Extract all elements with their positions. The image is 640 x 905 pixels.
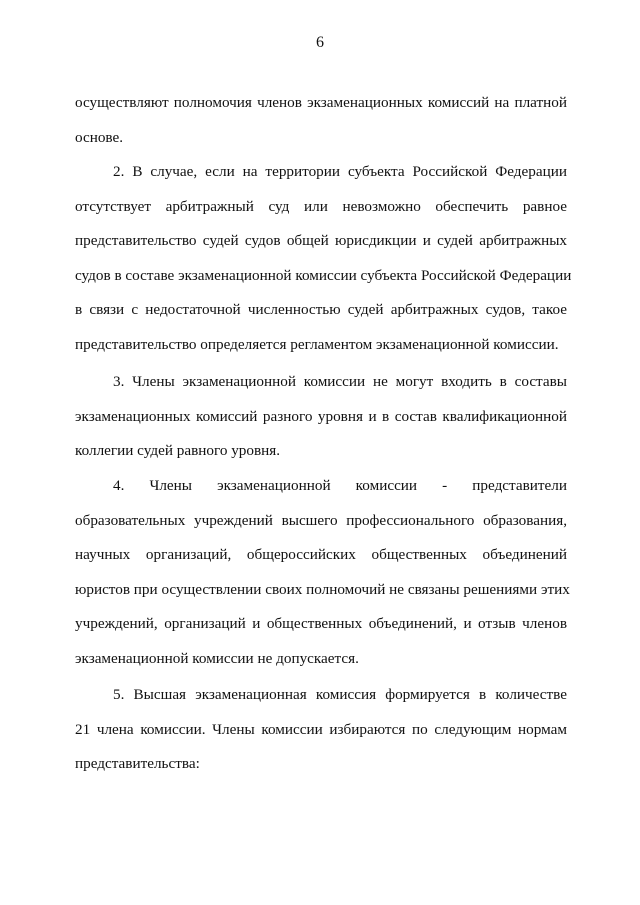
text-line: 21 члена комиссии. Члены комиссии избираются по следующим нормам [75,720,567,738]
text-line: учреждений, организаций и общественных объединений, и отзыв членов [75,615,567,632]
paragraph-item-5 [75,678,567,782]
text-line: 5. Высшая экзаменационная комиссия формируется в количестве [113,686,567,703]
text-line: осуществляют полномочия членов экзаменационных комиссий на платной [75,94,567,111]
paragraph-item-2 [75,155,572,362]
text-line: экзаменационной комиссии не допускается. [75,649,359,667]
text-line: представительство судей судов общей юрисдикции и судей арбитражных [75,232,567,249]
paragraph-item-3 [75,365,567,469]
text-line: в связи с недостаточной численностью судей арбитражных судов, такое [75,301,567,318]
text-line: представительство определяется регламентом экзаменационной комиссии. [75,335,559,353]
text-line: научных организаций, общероссийских общественных объединений [75,546,567,563]
text-line: 3. Члены экзаменационной комиссии не могут входить в составы [113,373,567,390]
text-line: основе. [75,128,124,146]
text-line: юристов при осуществлении своих полномочий не связаны решениями этих [75,580,570,598]
text-line: судов в составе экзаменационной комиссии субъекта Российской Федерации [75,266,572,284]
text-line: образовательных учреждений высшего профессионального образования, [75,511,567,529]
text-line: 4. Члены экзаменационной комиссии - представители [113,477,567,494]
paragraph-item-4 [75,469,570,676]
text-line: экзаменационных комиссий разного уровня и в состав квалификационной [75,407,567,425]
text-line: 2. В случае, если на территории субъекта Российской Федерации [113,163,567,180]
text-line: отсутствует арбитражный суд или невозможно обеспечить равное [75,197,567,215]
page-number: 6 [316,34,324,51]
text-line: коллегии судей равного уровня. [75,442,281,459]
text-line: представительства: [75,755,200,772]
paragraph-continuation [75,86,567,155]
